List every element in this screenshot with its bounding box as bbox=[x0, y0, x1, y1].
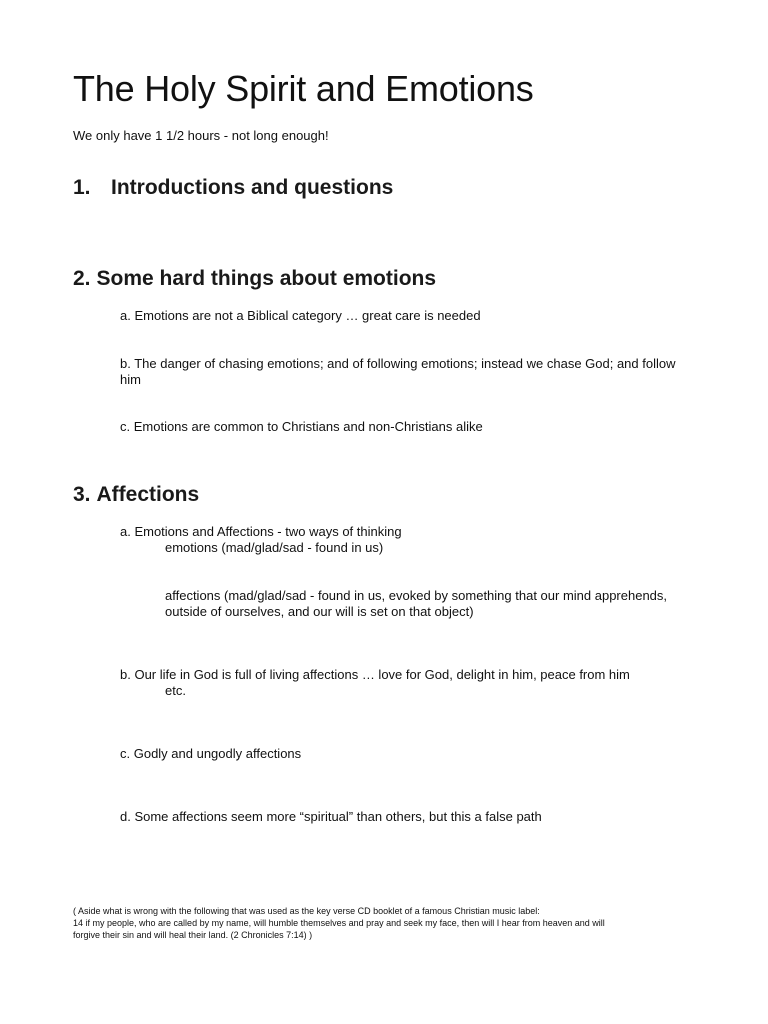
page-title: The Holy Spirit and Emotions bbox=[73, 68, 534, 109]
section-title: Introductions and questions bbox=[111, 176, 394, 199]
section-number: 2. bbox=[73, 267, 91, 290]
list-item bbox=[120, 667, 710, 699]
list-item: c. Godly and ungodly affections bbox=[120, 746, 302, 761]
list-item: affections (mad/glad/sad - found in us, evoked by something that our mind apprehends, outside of ourselves, and our will is set on that object) bbox=[165, 588, 668, 619]
subtitle: We only have 1 1/2 hours - not long enough! bbox=[73, 128, 329, 143]
list-item-text: a. Emotions and Affections - two ways of thinking bbox=[120, 524, 402, 539]
section-title: Some hard things about emotions bbox=[96, 267, 437, 290]
section-heading-2 bbox=[73, 267, 436, 291]
section-heading-3 bbox=[73, 483, 199, 507]
footnote-line: forgive their sin and will heal their land. (2 Chronicles 7:14) ) bbox=[73, 930, 313, 940]
footnote-line: 14 if my people, who are called by my name, will humble themselves and pray and seek my face, then will I hear from heaven and will bbox=[73, 918, 605, 928]
section-number: 3. bbox=[73, 483, 91, 506]
list-item bbox=[120, 524, 710, 556]
list-item: d. Some affections seem more “spiritual” than others, but this a false path bbox=[120, 809, 542, 824]
list-item-continuation: etc. bbox=[165, 683, 186, 698]
list-item: b. The danger of chasing emotions; and of following emotions; instead we chase God; and follow him bbox=[120, 356, 676, 387]
footnote-line: ( Aside what is wrong with the following that was used as the key verse CD booklet of a famous Christian music label: bbox=[73, 906, 540, 916]
section-title: Affections bbox=[96, 483, 200, 506]
list-item: c. Emotions are common to Christians and non-Christians alike bbox=[120, 419, 483, 434]
list-item-text: b. Our life in God is full of living affections … love for God, delight in him, peace from him bbox=[120, 667, 630, 682]
section-number: 1. bbox=[73, 176, 91, 199]
list-item-continuation: emotions (mad/glad/sad - found in us) bbox=[165, 540, 384, 555]
list-item: a. Emotions are not a Biblical category … great care is needed bbox=[120, 308, 481, 323]
section-heading-1 bbox=[73, 176, 393, 200]
footnote bbox=[73, 905, 713, 941]
